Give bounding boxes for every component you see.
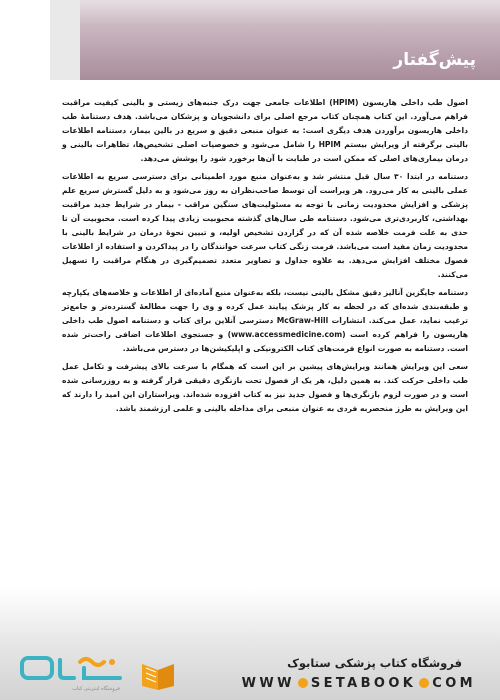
logo-tagline: فروشگاه اینترنتی کتاب [72,686,120,692]
open-book-icon [138,662,178,692]
title-banner [80,0,500,80]
page-title: پیش‌گفتار [393,50,476,70]
paragraph-1: اصول طب داخلی هاریسون (HPIM) اطلاعات جامعی جهت درک جنبه‌های زیستی و بالینی کیفیت مراقبت فراهم می‌آورد. این کتاب همچنان کتاب مرجع اصلی برای دانشجویان و پزشکان می‌باشد. هدف دستنامهٔ طب داخلی هاریسون برآوردن هدف دیگری است: به عنوان منبعی دقیق و سریع در بالین بیمار، دستنامه اطلاعات بالینی برگرفته از ویرایش بیستم HPIM را شامل می‌شود و خصوصیات اصلی تشخیص‌ها، تظاهرات بالینی و درمان بیماری‌های اصلی که ممکن است در طبابت با آن‌ها برخورد شود را پوشش می‌دهد. [62,98,468,163]
dot-icon [298,678,308,688]
paragraph-4: سعی این ویرایش همانند ویرایش‌های پیشین بر این است که همگام با سرعت بالای پیشرفت و تکامل عمل طب داخلی حرکت کند. به همین دلیل، هر یک از فصول تحت بازنگری دقیقی قرار گرفته و به روزرسانی شده است و در صورت لزوم بازنگری‌ها و فصول جدید نیز به کتاب افزوده شده‌اند. ویراستاران این امید را دارند که این ویرایش به طرز منحصربه فردی به عنوان منبعی برای مداخله بالینی و علمی ارزشمند باشد. [62,362,468,413]
dot-icon [419,678,429,688]
footer-watermark [0,640,500,700]
paragraph-3: دستنامه جایگزین آنالیز دقیق مشکل بالینی نیست، بلکه به‌عنوان منبع آماده‌ای از اطلاعات و خلاصه‌های یکپارچه و طبقه‌بندی شده‌ای که در لحظه به کار پزشک پیایند عمل کرده و وی را جهت مطالعهٔ گسترده‌تر و جامع‌تر ترغیب نماید، عمل می‌کند. انتشارات McGraw-Hill دسترسی آنلاین برای کتاب و دستنامه اصول طب داخلی هاریسون را فراهم کرده است (www.accessmedicine.com) و جستجوی اطلاعات اضافی راحت‌تر شده است. دستنامه به صورت انواع فرمت‌های کتاب الکترونیکی و اپلیکیشن‌ها در دسترس می‌باشد. [62,288,468,353]
setabook-logo [20,652,128,696]
banner-shine [80,0,500,24]
chapter-header [0,0,500,80]
logo-graphic [20,652,128,682]
paragraph-2: دستنامه در ابتدا ۳۰ سال قبل منتشر شد و به‌عنوان منبع مورد اطمینانی برای دسترسی سریع به اطلاعات عملی بالینی به کار می‌رود. هر ویراست آن توسط صاحب‌نظران به روز می‌شود و به دلیل گسترش سریع علم پزشکی و افزایش محدودیت زمانی با توجه به مسئولیت‌های سنگین مراقب - بیمار در شرایط جدید مراقبت بهداشتی، کاربردی‌تری می‌شود. دستنامه طی سال‌های گذشته محبوبیت زیادی پیدا کرده است. محبوبیت آن تا حدی به علت فرمت خلاصه شده آن که در گزاردن تشخیص اولیه، و تبیین نحوهٔ درمان در شرایط بالینی با محدودیت زمان مفید است می‌باشد. فرمت زنگی کتاب سرعت خوانندگان را در پیداکردن و استفاده از اطلاعات فصول مختلف افزایش می‌دهد. به علاوه جداول و تصاویر متعدد تصمیم‌گیری در هنگام مراقبت را تسهیل می‌کنند. [62,172,468,279]
preface-body [62,96,468,420]
store-name: فروشگاه کتاب پزشکی ستابوک [287,656,462,670]
logo-wordmark [20,652,128,682]
header-accent-strip [50,0,80,80]
site-url[interactable] [242,676,476,691]
url-domain: SETABOOK [310,676,417,691]
url-www: WWW [241,676,295,691]
url-tld: COM [432,676,476,691]
